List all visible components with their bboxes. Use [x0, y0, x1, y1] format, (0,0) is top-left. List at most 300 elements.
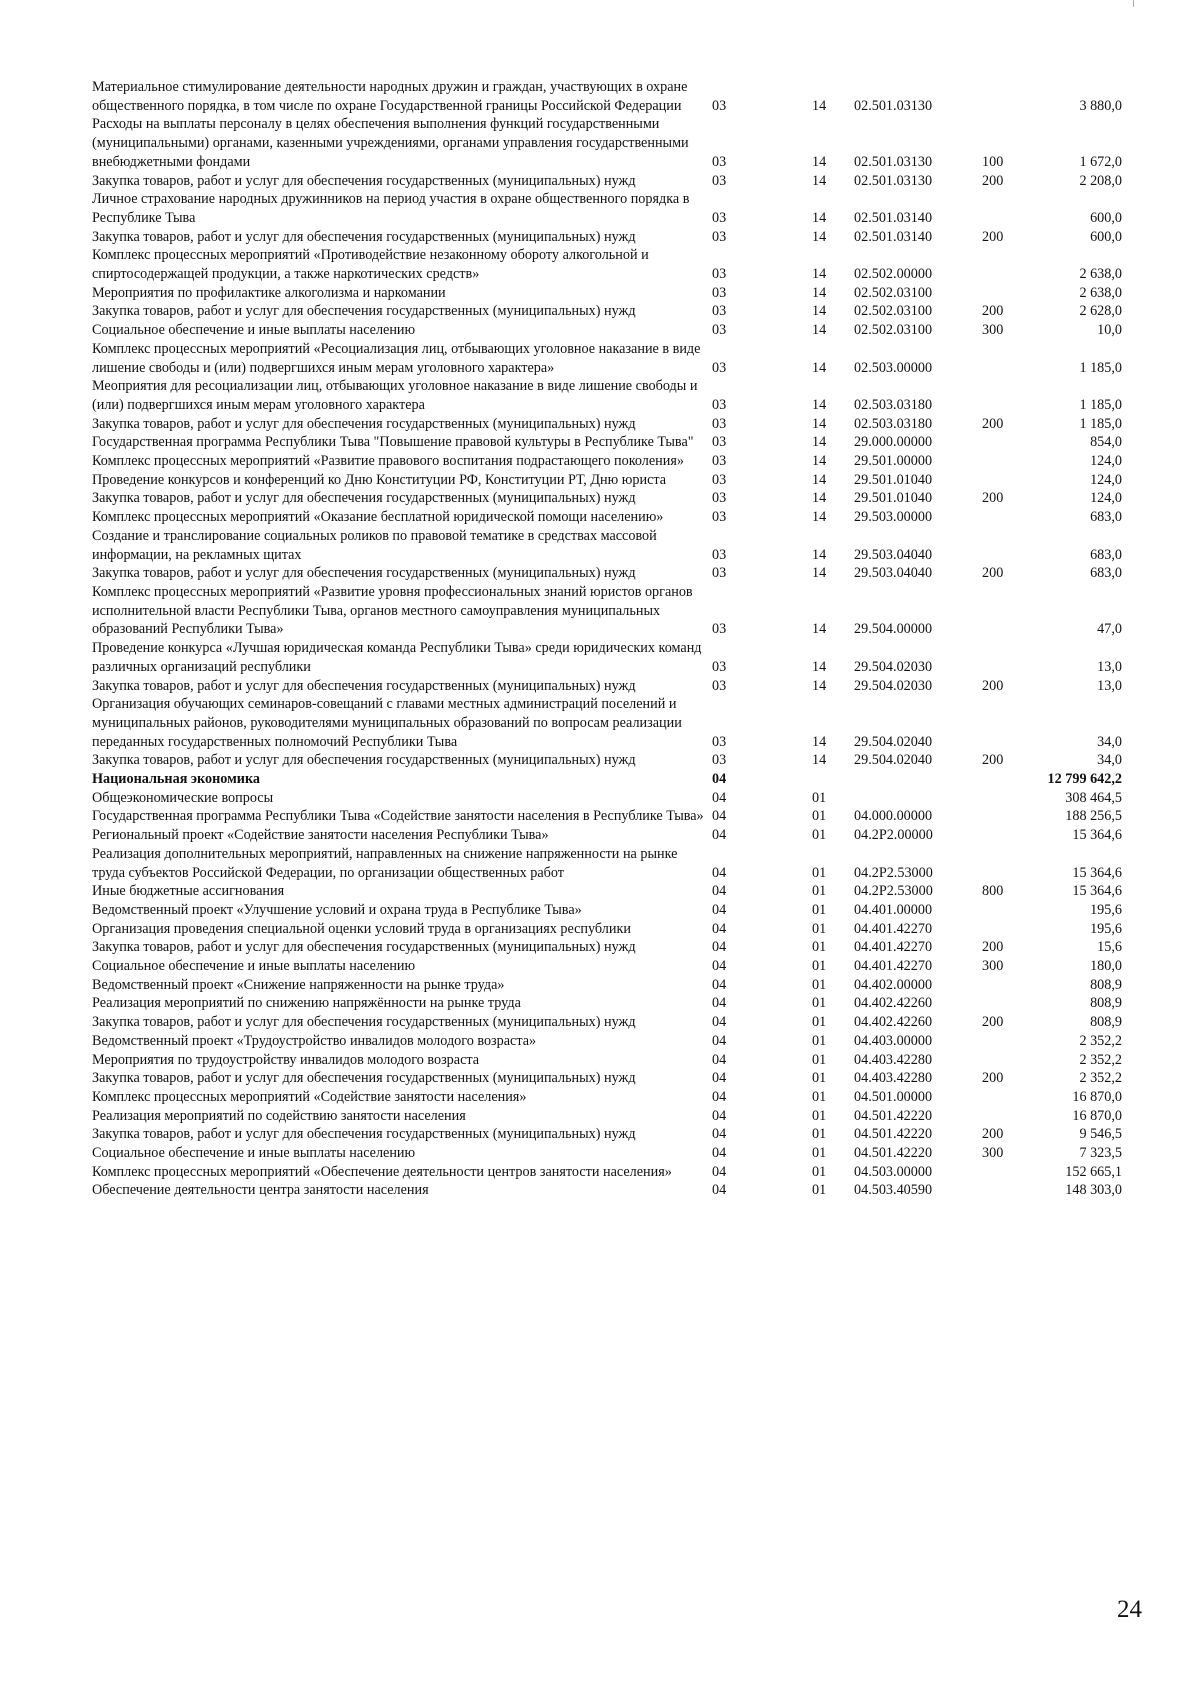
expense-type-code: 300: [982, 958, 1004, 975]
section-code: 03: [712, 153, 727, 170]
section-code: 04: [712, 827, 727, 844]
subsection-code: 14: [812, 396, 827, 413]
expense-name: Реализация дополнительных мероприятий, направленных на снижение напряженности на рынке труда субъектов Российской Федерации, по организации общественных работ: [92, 845, 678, 881]
subsection-code: 14: [812, 322, 827, 339]
expense-type-code: [982, 78, 1037, 115]
amount: 34,0: [1097, 752, 1122, 769]
section-code: 04: [712, 1145, 727, 1162]
table-row: [92, 976, 1122, 995]
target-article-code: 02.502.00000: [854, 266, 933, 283]
subsection-code: 01: [812, 995, 827, 1012]
target-article-code: 04.401.42270: [854, 920, 933, 937]
subsection-code: 01: [812, 976, 827, 993]
table-row: [92, 882, 1122, 901]
subsection-code: 01: [812, 1014, 827, 1031]
section-code: 04: [712, 1126, 727, 1143]
target-article-code: 29.504.02030: [854, 677, 933, 694]
subsection-code: 14: [812, 453, 827, 470]
expense-name: Государственная программа Республики Тыва "Повышение правовой культуры в Республике Тыва": [92, 434, 694, 451]
section-code: 03: [712, 303, 727, 320]
expense-type-code: [982, 845, 1037, 882]
amount: 2 638,0: [1079, 284, 1122, 301]
expense-type-code: [982, 826, 1037, 845]
amount: 854,0: [1090, 434, 1122, 451]
target-article-code: 04.402.42260: [854, 1014, 933, 1031]
expense-type-code: 200: [982, 172, 1004, 189]
expense-name: Закупка товаров, работ и услуг для обеспечения государственных (муниципальных) нужд: [92, 303, 636, 320]
amount: 2 352,2: [1079, 1070, 1122, 1087]
subsection-code: 14: [812, 677, 827, 694]
section-code: 03: [712, 284, 727, 301]
amount: 3 880,0: [1079, 97, 1122, 114]
expense-name: Материальное стимулирование деятельности народных дружин и граждан, участвующих в охране общественного порядка, в том числе по охране Государственной границы Российской Федерации: [92, 79, 688, 114]
target-article-code: 29.501.00000: [854, 453, 933, 470]
amount: 148 303,0: [1065, 1182, 1122, 1199]
amount: 10,0: [1097, 322, 1122, 339]
amount: 808,9: [1090, 976, 1122, 993]
expense-type-code: 200: [982, 677, 1004, 694]
subsection-code: 01: [812, 864, 827, 881]
expense-type-code: [982, 920, 1037, 939]
subsection-code: 01: [812, 1126, 827, 1143]
table-row: [92, 284, 1122, 303]
amount: 13,0: [1097, 658, 1122, 675]
target-article-code: [854, 770, 982, 789]
subsection-code: [812, 770, 854, 789]
target-article-code: 02.502.03100: [854, 322, 933, 339]
amount: 2 208,0: [1079, 172, 1122, 189]
subsection-code: 14: [812, 303, 827, 320]
target-article-code: [854, 789, 982, 808]
expense-type-code: 200: [982, 1070, 1004, 1087]
expense-name: Реализация мероприятий по снижению напряжённости на рынке труда: [92, 995, 521, 1012]
section-code: 03: [712, 97, 727, 114]
target-article-code: 04.403.42280: [854, 1051, 933, 1068]
target-article-code: 02.503.00000: [854, 359, 933, 376]
expense-type-code: [982, 246, 1037, 283]
amount: 152 665,1: [1065, 1163, 1122, 1180]
target-article-code: 04.501.42220: [854, 1107, 933, 1124]
expense-name: Закупка товаров, работ и услуг для обеспечения государственных (муниципальных) нужд: [92, 939, 636, 956]
target-article-code: 04.403.42280: [854, 1070, 933, 1087]
subsection-code: 14: [812, 509, 827, 526]
amount: 34,0: [1097, 733, 1122, 750]
target-article-code: 02.502.03100: [854, 303, 933, 320]
table-row: [92, 695, 1122, 751]
table-row: [92, 639, 1122, 676]
expense-name: Проведение конкурсов и конференций ко Дню Конституции РФ, Конституции РТ, Дню юриста: [92, 471, 667, 488]
expense-name: Комплекс процессных мероприятий «Содействие занятости населения»: [92, 1088, 527, 1105]
expense-name: Ведомственный проект «Снижение напряженности на рынке труда»: [92, 976, 505, 993]
expense-type-code: [982, 583, 1037, 639]
page-number: 24: [1117, 1596, 1142, 1623]
subsection-code: 01: [812, 1182, 827, 1199]
subsection-code: 14: [812, 752, 827, 769]
section-code: 03: [712, 209, 727, 226]
expense-type-code: 200: [982, 939, 1004, 956]
expense-type-code: [982, 807, 1037, 826]
expense-name: Иные бюджетные ассигнования: [92, 883, 285, 900]
expense-type-code: [982, 994, 1037, 1013]
target-article-code: 29.000.00000: [854, 434, 933, 451]
target-article-code: 04.401.42270: [854, 939, 933, 956]
table-row: [92, 433, 1122, 452]
subsection-code: 01: [812, 883, 827, 900]
target-article-code: 29.504.00000: [854, 621, 933, 638]
subsection-code: 14: [812, 266, 827, 283]
expense-name: Комплекс процессных мероприятий «Развитие правового воспитания подрастающего поколения»: [92, 453, 684, 470]
expense-name: Социальное обеспечение и иные выплаты населению: [92, 1145, 416, 1162]
expense-name: Комплекс процессных мероприятий «Ресоциализация лиц, отбывающих уголовное наказание в виде лишение свободы и (или) подвергшихся иным мерам уголовного характера»: [92, 340, 701, 376]
expense-name: Закупка товаров, работ и услуг для обеспечения государственных (муниципальных) нужд: [92, 172, 636, 189]
expense-name: Государственная программа Республики Тыва «Содействие занятости населения в Республике Тыва»: [92, 808, 704, 825]
expense-name: Мероприятия по трудоустройству инвалидов молодого возраста: [92, 1051, 480, 1068]
expense-type-code: 200: [982, 1014, 1004, 1031]
table-row: [92, 826, 1122, 845]
section-code: 04: [712, 883, 727, 900]
target-article-code: 02.503.03180: [854, 396, 933, 413]
expense-name: Мероприятия по профилактике алкоголизма и наркомании: [92, 284, 446, 301]
target-article-code: 04.2Р2.53000: [854, 883, 933, 900]
subsection-code: 14: [812, 658, 827, 675]
section-code: 03: [712, 266, 727, 283]
expense-name: Социальное обеспечение и иные выплаты населению: [92, 322, 416, 339]
amount: 12 799 642,2: [1047, 771, 1122, 788]
amount: 124,0: [1090, 471, 1122, 488]
expense-name: Закупка товаров, работ и услуг для обеспечения государственных (муниципальных) нужд: [92, 1014, 636, 1031]
section-code: 03: [712, 565, 727, 582]
target-article-code: 04.401.00000: [854, 901, 933, 918]
target-article-code: 29.504.02040: [854, 733, 933, 750]
expense-type-code: 200: [982, 415, 1004, 432]
amount: 15 364,6: [1072, 827, 1122, 844]
expense-type-code: [982, 284, 1037, 303]
expense-name: Обеспечение деятельности центра занятости населения: [92, 1182, 429, 1199]
expense-type-code: 300: [982, 322, 1004, 339]
amount: 15 364,6: [1072, 864, 1122, 881]
target-article-code: 02.501.03130: [854, 97, 933, 114]
amount: 15,6: [1097, 939, 1122, 956]
section-code: 03: [712, 677, 727, 694]
table-row: [92, 489, 1122, 508]
subsection-code: 14: [812, 733, 827, 750]
table-row: [92, 415, 1122, 434]
expense-name: Закупка товаров, работ и услуг для обеспечения государственных (муниципальных) нужд: [92, 1070, 636, 1087]
expense-type-code: 200: [982, 752, 1004, 769]
expense-type-code: [982, 1163, 1037, 1182]
table-row: [92, 527, 1122, 564]
amount: 683,0: [1090, 509, 1122, 526]
subsection-code: 14: [812, 153, 827, 170]
table-row: [92, 1125, 1122, 1144]
expense-name: Общеэкономические вопросы: [92, 789, 274, 806]
expense-name: Реализация мероприятий по содействию занятости населения: [92, 1107, 466, 1124]
target-article-code: 04.402.42260: [854, 995, 933, 1012]
subsection-code: 01: [812, 920, 827, 937]
table-row: [92, 302, 1122, 321]
table-row: [92, 78, 1122, 115]
subsection-code: 01: [812, 1070, 827, 1087]
table-row: [92, 751, 1122, 770]
table-row: [92, 845, 1122, 882]
table-row: [92, 938, 1122, 957]
expense-name: Ведомственный проект «Улучшение условий и охрана труда в Республике Тыва»: [92, 901, 582, 918]
expense-type-code: [982, 1032, 1037, 1051]
expense-type-code: 100: [982, 153, 1004, 170]
expense-type-code: [982, 1181, 1037, 1200]
table-row: [92, 1069, 1122, 1088]
amount: 13,0: [1097, 677, 1122, 694]
target-article-code: 04.402.00000: [854, 976, 933, 993]
expense-type-code: [982, 452, 1037, 471]
subsection-code: 14: [812, 490, 827, 507]
section-code: 03: [712, 322, 727, 339]
subsection-code: 01: [812, 827, 827, 844]
expense-name: Региональный проект «Содействие занятости населения Республики Тыва»: [92, 827, 549, 844]
amount: 808,9: [1090, 1014, 1122, 1031]
section-code: 04: [712, 771, 727, 788]
expense-name: Закупка товаров, работ и услуг для обеспечения государственных (муниципальных) нужд: [92, 752, 636, 769]
table-row: [92, 1107, 1122, 1126]
expense-type-code: [982, 1051, 1037, 1070]
table-row: [92, 1088, 1122, 1107]
expense-type-code: [982, 508, 1037, 527]
expense-name: Комплекс процессных мероприятий «Развитие уровня профессиональных знаний юристов органов исполнительной власти Республики Тыва, органов местного самоуправления муниципальных образований Республики Тыва»: [92, 583, 693, 638]
subsection-code: 01: [812, 808, 827, 825]
section-code: 04: [712, 901, 727, 918]
amount: 600,0: [1090, 209, 1122, 226]
expense-type-code: 800: [982, 883, 1004, 900]
target-article-code: 29.501.01040: [854, 490, 933, 507]
section-code: 04: [712, 995, 727, 1012]
expense-name: Расходы на выплаты персоналу в целях обеспечения выполнения функций государственными (муниципальными) органами, казенными учреждениями, органами управления государственными внебюджетными фондами: [92, 116, 689, 170]
subsection-code: 01: [812, 1107, 827, 1124]
expense-name: Комплекс процессных мероприятий «Обеспечение деятельности центров занятости населения»: [92, 1163, 672, 1180]
section-code: 04: [712, 1014, 727, 1031]
section-code: 03: [712, 546, 727, 563]
expense-name: Закупка товаров, работ и услуг для обеспечения государственных (муниципальных) нужд: [92, 415, 636, 432]
subsection-code: 14: [812, 621, 827, 638]
subsection-code: 14: [812, 359, 827, 376]
target-article-code: 29.504.02040: [854, 752, 933, 769]
amount: 683,0: [1090, 546, 1122, 563]
table-row: [92, 1181, 1122, 1200]
subsection-code: 14: [812, 97, 827, 114]
amount: 180,0: [1090, 958, 1122, 975]
amount: 195,6: [1090, 920, 1122, 937]
section-code: 04: [712, 1182, 727, 1199]
table-row: [92, 807, 1122, 826]
table-row: [92, 377, 1122, 414]
target-article-code: 04.503.40590: [854, 1182, 933, 1199]
target-article-code: 02.503.03180: [854, 415, 933, 432]
amount: 2 352,2: [1079, 1051, 1122, 1068]
amount: 1 185,0: [1079, 359, 1122, 376]
table-row: [92, 246, 1122, 283]
section-code: 03: [712, 490, 727, 507]
expense-name: Создание и транслирование социальных роликов по правовой тематике в средствах массовой информации, на рекламных щитах: [92, 527, 657, 563]
expense-name: Организация проведения специальной оценки условий труда в организациях республики: [92, 920, 631, 937]
subsection-code: 14: [812, 228, 827, 245]
expense-type-code: [982, 433, 1037, 452]
section-code: 03: [712, 752, 727, 769]
amount: 808,9: [1090, 995, 1122, 1012]
table-row: [92, 994, 1122, 1013]
budget-table: [92, 78, 1122, 1200]
table-row: [92, 115, 1122, 171]
section-code: 03: [712, 359, 727, 376]
target-article-code: 02.501.03130: [854, 153, 933, 170]
expense-name: Ведомственный проект «Трудоустройство инвалидов молодого возраста»: [92, 1032, 537, 1049]
table-row: [92, 1051, 1122, 1070]
table-row: [92, 789, 1122, 808]
expense-type-code: [982, 377, 1037, 414]
expense-type-code: [982, 770, 1037, 789]
target-article-code: 29.504.02030: [854, 658, 933, 675]
amount: 124,0: [1090, 453, 1122, 470]
target-article-code: 04.501.00000: [854, 1088, 933, 1105]
section-code: 04: [712, 1088, 727, 1105]
target-article-code: 04.501.42220: [854, 1126, 933, 1143]
amount: 600,0: [1090, 228, 1122, 245]
subsection-code: 01: [812, 1051, 827, 1068]
subsection-code: 14: [812, 415, 827, 432]
expense-type-code: [982, 340, 1037, 377]
subsection-code: 14: [812, 172, 827, 189]
target-article-code: 04.000.00000: [854, 808, 933, 825]
subsection-code: 01: [812, 939, 827, 956]
expense-name: Меоприятия для ресоциализации лиц, отбывающих уголовное наказание в виде лишение свободы и (или) подвергшихся иным мерам уголовного характера: [92, 378, 698, 413]
expense-type-code: [982, 976, 1037, 995]
expense-name: Организация обучающих семинаров-совещаний с главами местных администраций поселений и муниципальных районов, руководителями муниципальных образований по вопросам реализации переданных государственных полномочий Республики Тыва: [92, 696, 682, 750]
expense-name: Личное страхование народных дружинников на период участия в охране общественного порядка в Республике Тыва: [92, 191, 690, 226]
table-row: [92, 677, 1122, 696]
section-code: 03: [712, 621, 727, 638]
table-row: [92, 564, 1122, 583]
expense-type-code: [982, 695, 1037, 751]
table-row: [92, 172, 1122, 191]
target-article-code: 02.501.03140: [854, 228, 933, 245]
section-code: 03: [712, 733, 727, 750]
section-code: 04: [712, 1032, 727, 1049]
amount: 683,0: [1090, 565, 1122, 582]
amount: 2 352,2: [1079, 1032, 1122, 1049]
amount: 1 185,0: [1079, 396, 1122, 413]
corner-mark: [1133, 0, 1134, 7]
target-article-code: 29.503.04040: [854, 565, 933, 582]
table-row: [92, 452, 1122, 471]
expense-name: Закупка товаров, работ и услуг для обеспечения государственных (муниципальных) нужд: [92, 1126, 636, 1143]
subsection-code: 01: [812, 958, 827, 975]
amount: 1 185,0: [1079, 415, 1122, 432]
table-row: [92, 583, 1122, 639]
table-row: [92, 901, 1122, 920]
expense-type-code: 300: [982, 1145, 1004, 1162]
expense-name: Комплекс процессных мероприятий «Оказание бесплатной юридической помощи населению»: [92, 509, 664, 526]
table-row: [92, 471, 1122, 490]
amount: 7 323,5: [1079, 1145, 1122, 1162]
section-code: 03: [712, 658, 727, 675]
expense-type-code: 200: [982, 228, 1004, 245]
section-code: 04: [712, 920, 727, 937]
subsection-code: 01: [812, 789, 827, 806]
section-code: 04: [712, 976, 727, 993]
amount: 2 638,0: [1079, 266, 1122, 283]
expense-name: Закупка товаров, работ и услуг для обеспечения государственных (муниципальных) нужд: [92, 490, 636, 507]
amount: 1 672,0: [1079, 153, 1122, 170]
section-code: 04: [712, 1070, 727, 1087]
table-row: [92, 1163, 1122, 1182]
target-article-code: 04.403.00000: [854, 1032, 933, 1049]
section-code: 04: [712, 939, 727, 956]
target-article-code: 04.401.42270: [854, 958, 933, 975]
target-article-code: 02.501.03130: [854, 172, 933, 189]
subsection-code: 14: [812, 471, 827, 488]
table-row: [92, 190, 1122, 227]
expense-name: Проведение конкурса «Лучшая юридическая команда Республики Тыва» среди юридических команд различных организаций республики: [92, 640, 702, 675]
section-code: 04: [712, 958, 727, 975]
target-article-code: 02.501.03140: [854, 209, 933, 226]
target-article-code: 29.503.04040: [854, 546, 933, 563]
section-code: 04: [712, 789, 727, 806]
amount: 188 256,5: [1065, 808, 1122, 825]
amount: 9 546,5: [1079, 1126, 1122, 1143]
subsection-code: 14: [812, 209, 827, 226]
subsection-code: 14: [812, 565, 827, 582]
section-code: 03: [712, 434, 727, 451]
budget-rows: [92, 78, 1122, 1200]
expense-type-code: [982, 527, 1037, 564]
expense-type-code: [982, 190, 1037, 227]
section-code: 03: [712, 471, 727, 488]
table-row: [92, 321, 1122, 340]
target-article-code: 04.2Р2.00000: [854, 827, 933, 844]
subsection-code: 14: [812, 546, 827, 563]
expense-name: Национальная экономика: [92, 771, 261, 788]
table-row: [92, 228, 1122, 247]
expense-type-code: [982, 471, 1037, 490]
expense-name: Социальное обеспечение и иные выплаты населению: [92, 958, 416, 975]
subsection-code: 14: [812, 434, 827, 451]
amount: 15 364,6: [1072, 883, 1122, 900]
section-code: 03: [712, 509, 727, 526]
expense-type-code: 200: [982, 565, 1004, 582]
expense-type-code: 200: [982, 303, 1004, 320]
section-code: 04: [712, 1051, 727, 1068]
amount: 308 464,5: [1065, 789, 1122, 806]
amount: 124,0: [1090, 490, 1122, 507]
table-row: [92, 770, 1122, 789]
target-article-code: 04.2Р2.53000: [854, 864, 933, 881]
amount: 195,6: [1090, 901, 1122, 918]
table-row: [92, 920, 1122, 939]
table-row: [92, 508, 1122, 527]
table-row: [92, 340, 1122, 377]
subsection-code: 01: [812, 1163, 827, 1180]
expense-type-code: 200: [982, 490, 1004, 507]
expense-type-code: [982, 901, 1037, 920]
section-code: 04: [712, 808, 727, 825]
subsection-code: 01: [812, 1145, 827, 1162]
section-code: 04: [712, 1163, 727, 1180]
table-row: [92, 1013, 1122, 1032]
expense-type-code: [982, 1088, 1037, 1107]
expense-name: Комплекс процессных мероприятий «Противодействие незаконному обороту алкогольной и спиртосодержащей продукции, а также наркотических средств»: [92, 247, 649, 283]
amount: 47,0: [1097, 621, 1122, 638]
amount: 16 870,0: [1072, 1088, 1122, 1105]
table-row: [92, 1144, 1122, 1163]
table-row: [92, 957, 1122, 976]
